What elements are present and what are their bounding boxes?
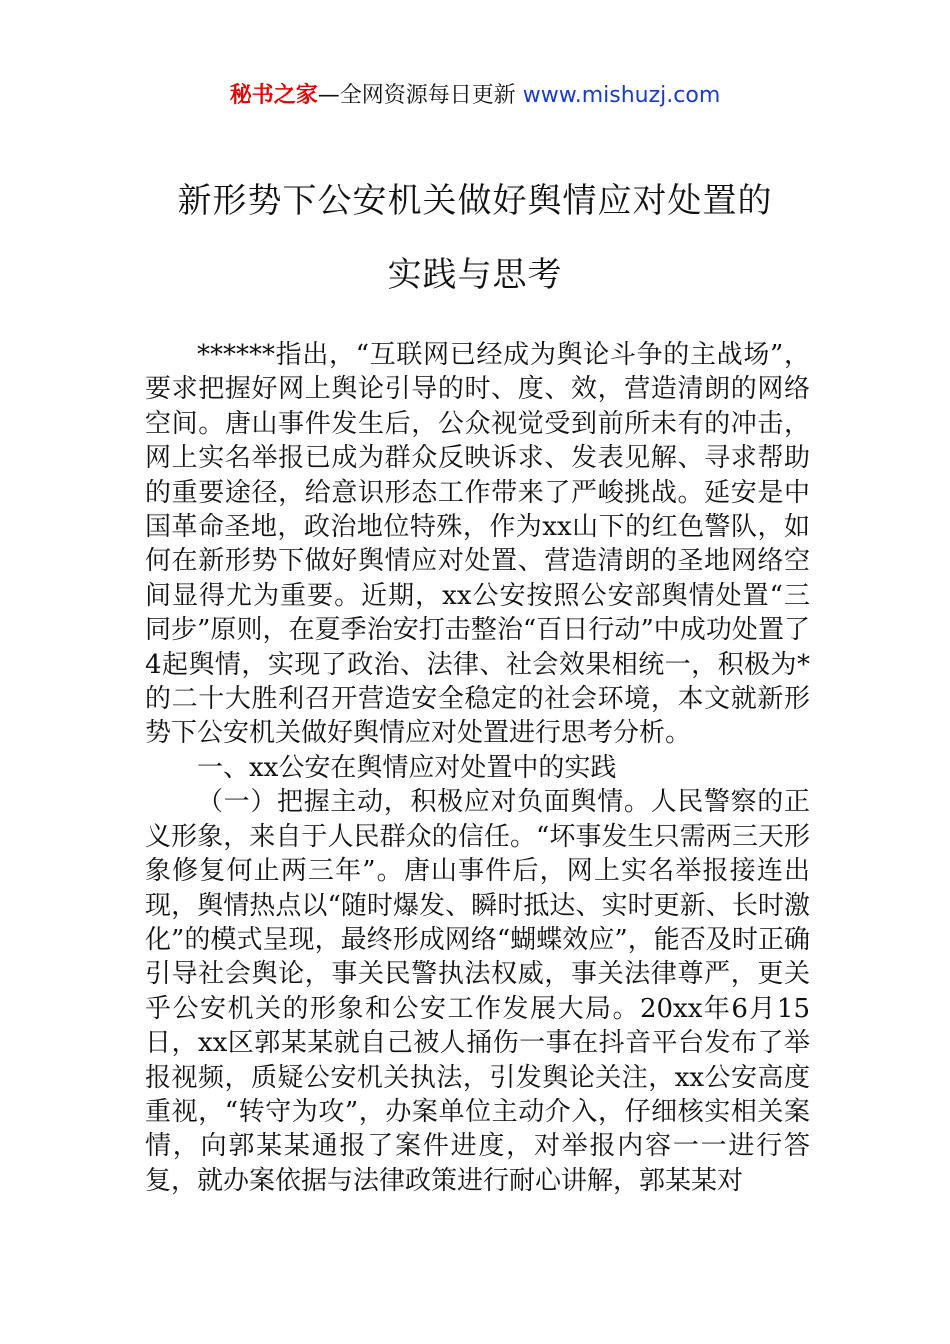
brand-name[interactable]: 秘书之家 (229, 83, 318, 108)
body-paragraph: ******指出，“互联网已经成为舆论斗争的主战场”，要求把握好网上舆论引导的时、度、效，营造清朗的网络空间。唐山事件发生后，公众视觉受到前所未有的冲击，网上实名举报已成为群众反映诉求、发表见解、寻求帮助的重要途径，给意识形态工作带来了严峻挑战。延安是中国革命圣地，政治地位特殊，作为xx山下的红色警队，如何在新形势下做好舆情应对处置、营造清朗的圣地网络空间显得尤为重要。近期，xx公安按照公安部舆情处置“三同步”原则，在夏季治安打击整治“百日行动”中成功处置了4起舆情，实现了政治、法律、社会效果相统一，积极为*的二十大胜利召开营造安全稳定的社会环境，本文就新形势下公安机关做好舆情应对处置进行思考分析。 (145, 340, 810, 749)
site-link[interactable]: www.mishuzj.com (522, 83, 721, 108)
section-heading: 一、xx公安在舆情应对处置中的实践 (197, 752, 617, 783)
header-tagline: —全网资源每日更新 (317, 83, 523, 108)
document-title-line-1: 新形势下公安机关做好舆情应对处置的 (177, 181, 773, 221)
body-paragraph: （一）把握主动，积极应对负面舆情。人民警察的正义形象，来自于人民群众的信任。“坏事发生只需两三天形象修复何止两三年”。唐山事件后，网上实名举报接连出现，舆情热点以“随时爆发、瞬时抵达、实时更新、长时激化”的模式呈现，最终形成网络“蝴蝶效应”，能否及时正确引导社会舆论，事关民警执法权威，事关法律尊严，更关乎公安机关的形象和公安工作发展大局。20xx年6月15日，xx区郭某某就自己被人捅伤一事在抖音平台发布了举报视频，质疑公安机关执法，引发舆论关注，xx公安高度重视，“转守为攻”，办案单位主动介入，仔细核实相关案情，向郭某某通报了案件进度，对举报内容一一进行答复，就办案依据与法律政策进行耐心讲解，郭某某对 (145, 787, 810, 1196)
document-title-line-2: 实践与思考 (387, 255, 563, 295)
document-body (145, 338, 810, 1198)
site-header (0, 80, 950, 112)
